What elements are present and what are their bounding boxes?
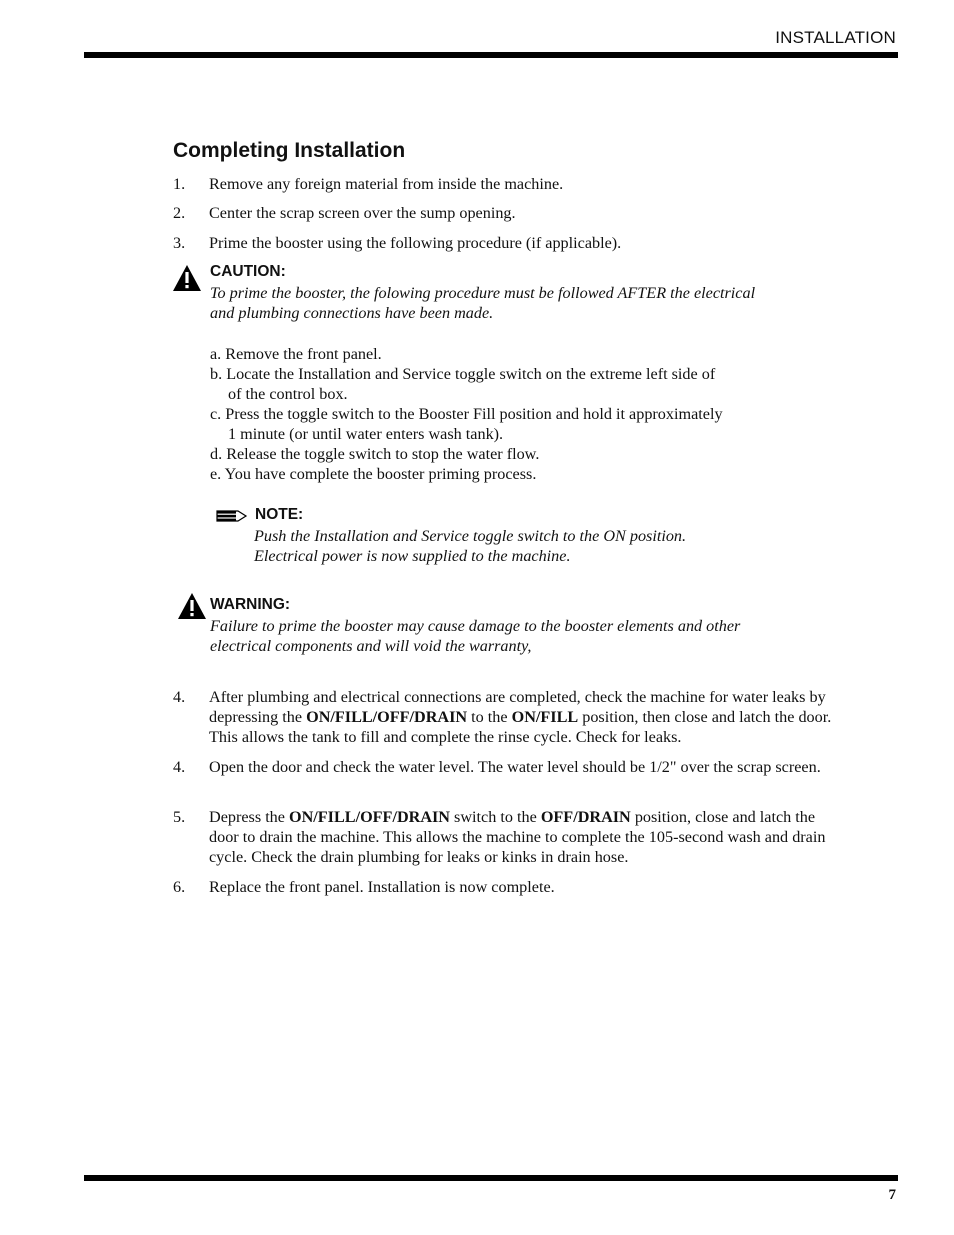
warning-heading: WARNING: — [210, 596, 291, 613]
step-number: 4. — [173, 758, 186, 776]
step-text: Replace the front panel. Installation is now complete. — [209, 878, 555, 896]
note-body — [254, 526, 814, 566]
substep-item: b. Locate the Installation and Service toggle switch on the extreme left side of — [210, 365, 716, 383]
step-number: 1. — [173, 175, 186, 193]
substep-item: c. Press the toggle switch to the Booster Fill position and hold it approximately — [210, 405, 723, 423]
substep-item-continued: 1 minute (or until water enters wash tank). — [228, 425, 504, 443]
step-text: Remove any foreign material from inside the machine. — [209, 175, 564, 193]
note-line: Electrical power is now supplied to the machine. — [254, 547, 571, 565]
caution-heading: CAUTION: — [210, 263, 286, 280]
substep-list — [210, 344, 790, 484]
substep-item-continued: of the control box. — [228, 385, 348, 403]
warning-body — [210, 616, 830, 656]
note-heading: NOTE: — [255, 506, 304, 523]
switch-position: OFF/DRAIN — [540, 808, 631, 826]
switch-name: ON/FILL/OFF/DRAIN — [306, 708, 468, 726]
substep-item: a. Remove the front panel. — [210, 345, 382, 363]
warning-line: Failure to prime the booster may cause damage to the booster elements and other — [210, 617, 741, 635]
substep-item: e. You have complete the booster priming process. — [210, 465, 537, 483]
step-number: 4. — [173, 688, 186, 706]
warning-triangle-icon — [172, 264, 202, 292]
step-number: 5. — [173, 808, 186, 826]
step-text: After plumbing and electrical connections are completed, check the machine for water leaks by depressing the ON/FILL/OFF/DRAIN to the ON/FILL position, then close and latch the door. This allows the tank to fill and complete the rinse cycle. Check for leaks. — [209, 688, 832, 746]
substep-item: d. Release the toggle switch to stop the water flow. — [210, 445, 540, 463]
note-line: Push the Installation and Service toggle switch to the ON position. — [254, 527, 687, 545]
page-number: 7 — [888, 1187, 896, 1203]
step-text: Depress the ON/FILL/OFF/DRAIN switch to the OFF/DRAIN position, close and latch the door to drain the machine. This allows the machine to complete the 105-second wash and drain cycle. Check the drain plumbing for leaks or kinks in drain hose. — [209, 808, 826, 866]
caution-line: To prime the booster, the folowing procedure must be followed AFTER the electrical — [210, 284, 756, 302]
switch-position: ON/FILL — [511, 708, 579, 726]
warning-line: electrical components and will void the warranty, — [210, 637, 532, 655]
switch-name: ON/FILL/OFF/DRAIN — [289, 808, 450, 826]
step-number: 3. — [173, 234, 186, 252]
section-title: Completing Installation — [173, 139, 406, 162]
running-header: INSTALLATION — [775, 28, 896, 47]
step-text: Open the door and check the water level. The water level should be 1/2" over the scrap screen. — [209, 758, 821, 776]
step-number: 2. — [173, 204, 186, 222]
caution-body — [210, 283, 830, 323]
step-text: Prime the booster using the following procedure (if applicable). — [209, 234, 622, 252]
caution-line: and plumbing connections have been made. — [210, 304, 494, 322]
step-number: 6. — [173, 878, 186, 896]
footer-rule — [84, 1175, 898, 1181]
step-text: Center the scrap screen over the sump opening. — [209, 204, 516, 222]
note-pen-icon — [216, 508, 248, 524]
warning-triangle-icon — [177, 592, 207, 620]
header-rule — [84, 52, 898, 58]
